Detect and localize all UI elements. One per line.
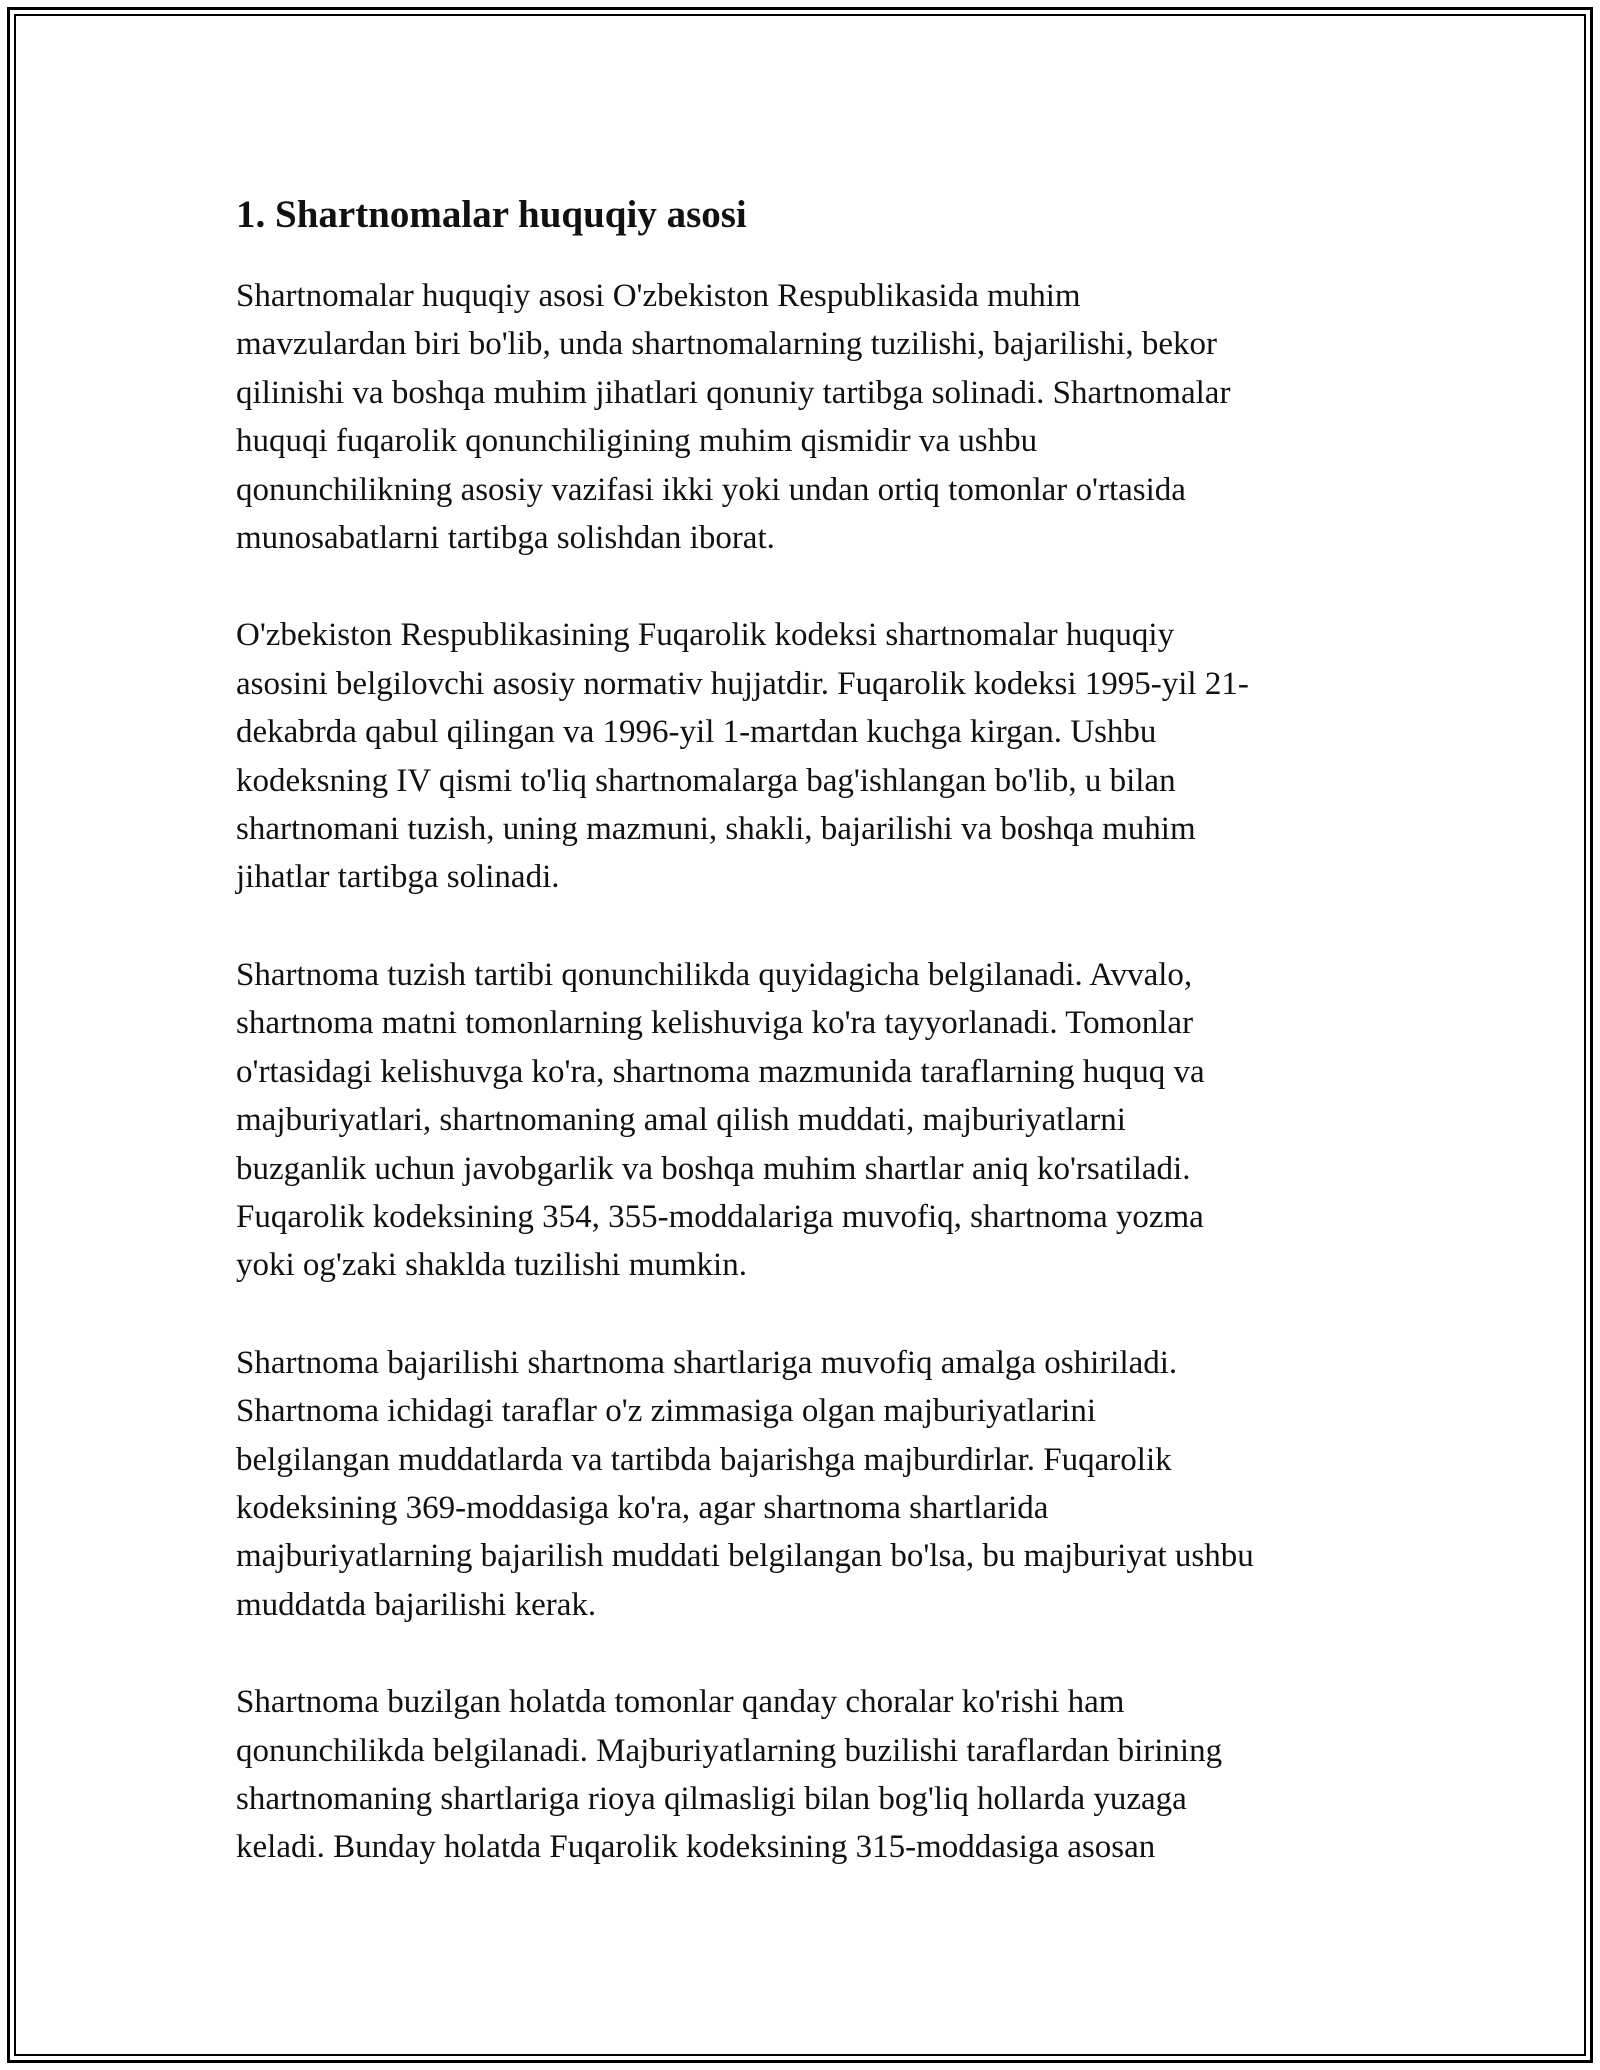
paragraph-2: O'zbekiston Respublikasining Fuqarolik kodeksi shartnomalar huquqiy asosini belgilovchi asosiy normativ hujjatdir. Fuqarolik kodeksi 1995-yil 21- dekabrda qabul qilingan va 1996-yil 1-martdan kuchga kirgan. Ushbu kodeksning IV qismi to'liq shartnomalarga bag'ishlangan bo'lib, u bilan shartnomani tuzish, uning mazmuni, shakli, bajarilishi va boshqa muhim jihatlar tartibga solinadi. bbox=[236, 617, 1249, 896]
section-title: 1. Shartnomalar huquqiy asosi bbox=[236, 193, 747, 236]
paragraph-1: Shartnomalar huquqiy asosi O'zbekiston Respublikasida muhim mavzulardan biri bo'lib, unda shartnomalarning tuzilishi, bajarilishi, bekor qilinishi va boshqa muhim jihatlari qonuniy tartibga solinadi. Shartnomalar huquqi fuqarolik qonunchiligining muhim qismidir va ushbu qonunchilikning asosiy vazifasi ikki yoki undan ortiq tomonlar o'rtasida munosabatlarni tartibga solishdan iborat. bbox=[236, 278, 1231, 557]
paragraph-5: Shartnoma buzilgan holatda tomonlar qanday choralar ko'rishi ham qonunchilikda belgilanadi. Majburiyatlarning buzilishi taraflardan birining shartnomaning shartlariga rioya qilmasligi bilan bog'liq hollarda yuzaga keladi. Bunday holatda Fuqarolik kodeksining 315-moddasiga asosan bbox=[236, 1684, 1223, 1866]
paragraph-3: Shartnoma tuzish tartibi qonunchilikda quyidagicha belgilanadi. Avvalo, shartnoma matni tomonlarning kelishuviga ko'ra tayyorlanadi. Tomonlar o'rtasidagi kelishuvga ko'ra, shartnoma mazmunida taraflarning huquq va majburiyatlari, shartnomaning amal qilish muddati, majburiyatlarni buzganlik uchun javobgarlik va boshqa muhim shartlar aniq ko'rsatiladi. Fuqarolik kodeksining 354, 355-moddalariga muvofiq, shartnoma yozma yoki og'zaki shaklda tuzilishi mumkin. bbox=[236, 956, 1205, 1284]
paragraph-4: Shartnoma bajarilishi shartnoma shartlariga muvofiq amalga oshiriladi. Shartnoma ichidagi taraflar o'z zimmasiga olgan majburiyatlarini belgilangan muddatlarda va tartibda bajarishga majburdirlar. Fuqarolik kodeksining 369-moddasiga ko'ra, agar shartnoma shartlarida majburiyatlarning bajarilish muddati belgilangan bo'lsa, bu majburiyat ushbu muddatda bajarilishi kerak. bbox=[236, 1344, 1254, 1623]
document-body bbox=[236, 184, 1366, 1921]
